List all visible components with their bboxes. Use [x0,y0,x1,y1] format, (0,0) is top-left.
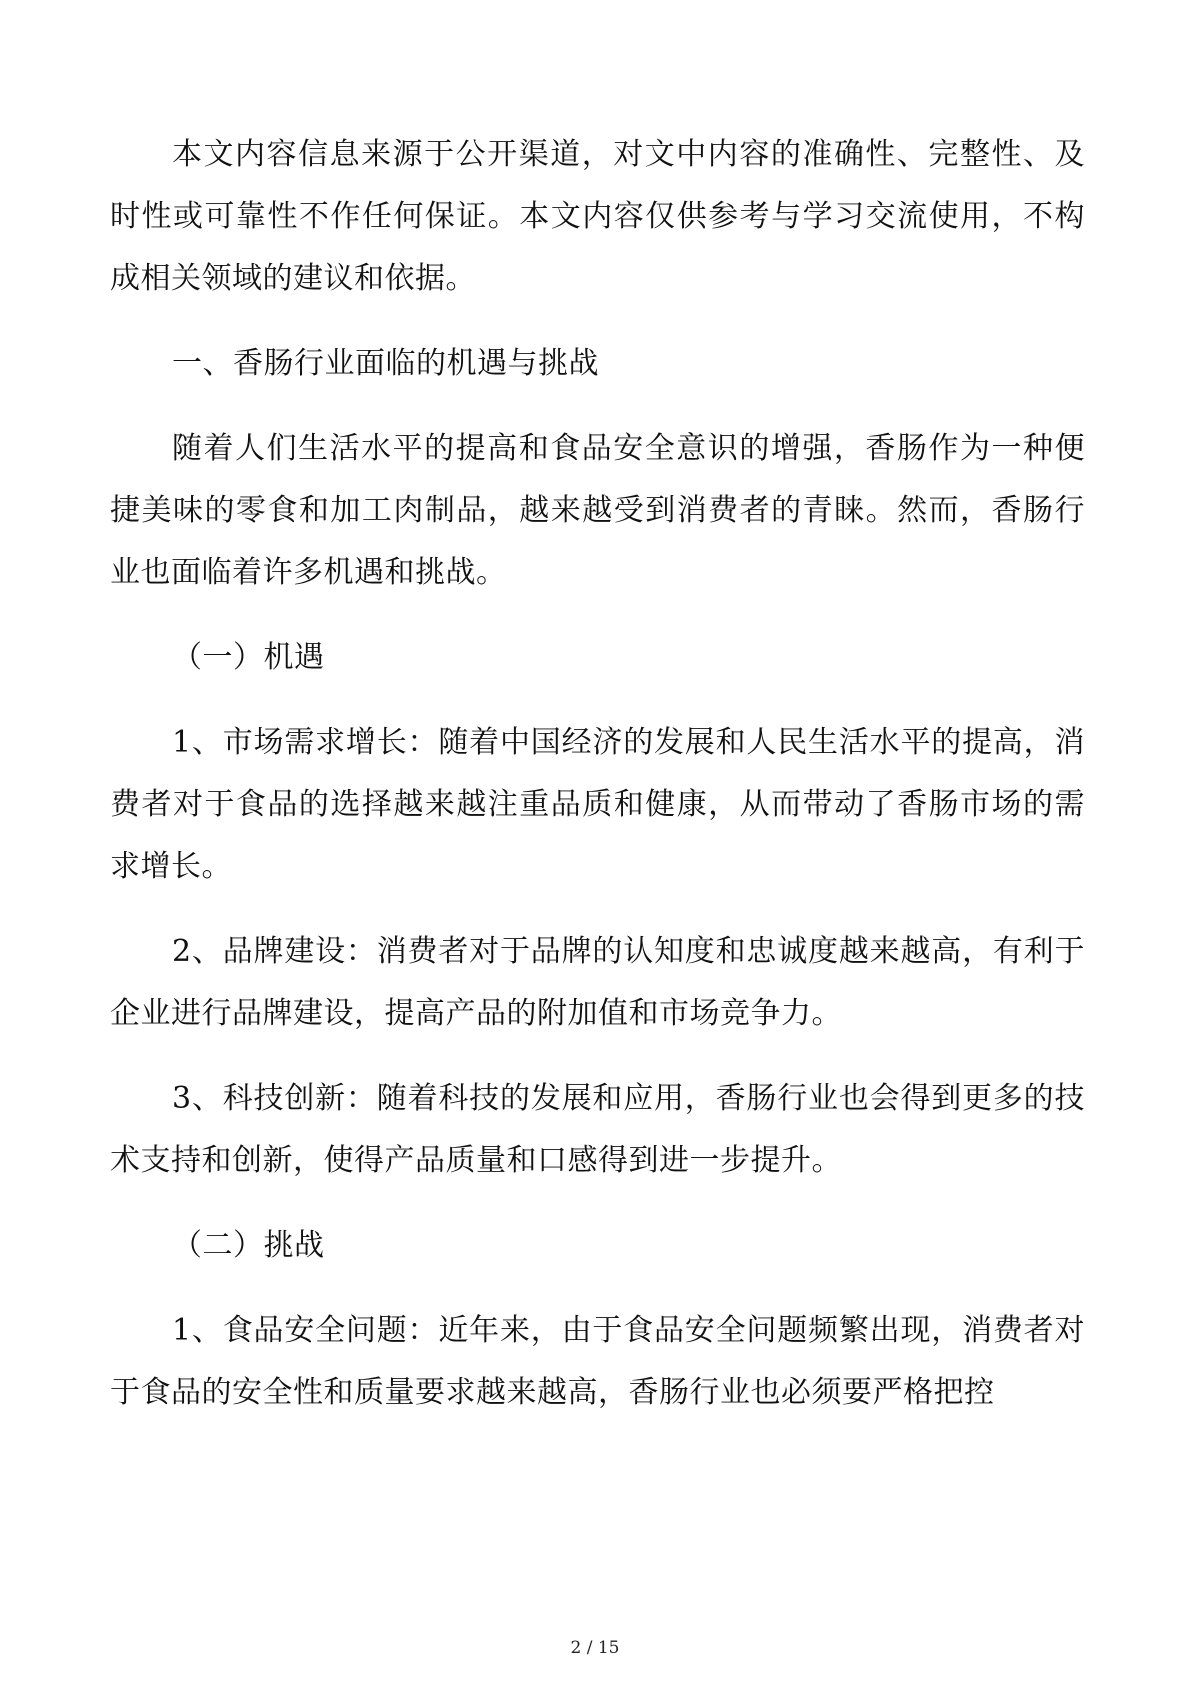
disclaimer-paragraph: 本文内容信息来源于公开渠道，对文中内容的准确性、完整性、及时性或可靠性不作任何保证。本文内容仅供参考与学习交流使用，不构成相关领域的建议和依据。 [110,137,1085,296]
opportunity-paragraph-1: 1、市场需求增长：随着中国经济的发展和人民生活水平的提高，消费者对于食品的选择越来越注重品质和健康，从而带动了香肠市场的需求增长。 [110,725,1085,884]
challenges-heading: （二）挑战 [172,1228,325,1263]
opportunity-paragraph-3: 3、科技创新：随着科技的发展和应用，香肠行业也会得到更多的技术支持和创新，使得产品质量和口感得到进一步提升。 [110,1081,1085,1178]
challenge-paragraph-1: 1、食品安全问题：近年来，由于食品安全问题频繁出现，消费者对于食品的安全性和质量要求越来越高，香肠行业也必须要严格把控 [110,1313,1085,1410]
page-number: 2 / 15 [570,1638,620,1658]
opportunity-paragraph-2: 2、品牌建设：消费者对于品牌的认知度和忠诚度越来越高，有利于企业进行品牌建设，提高产品的附加值和市场竞争力。 [110,934,1085,1031]
intro-paragraph: 随着人们生活水平的提高和食品安全意识的增强，香肠作为一种便捷美味的零食和加工肉制品，越来越受到消费者的青睐。然而，香肠行业也面临着许多机遇和挑战。 [110,431,1085,590]
section-heading: 一、香肠行业面临的机遇与挑战 [172,346,599,381]
opportunities-heading: （一）机遇 [172,640,325,675]
document-body [110,124,1085,1447]
